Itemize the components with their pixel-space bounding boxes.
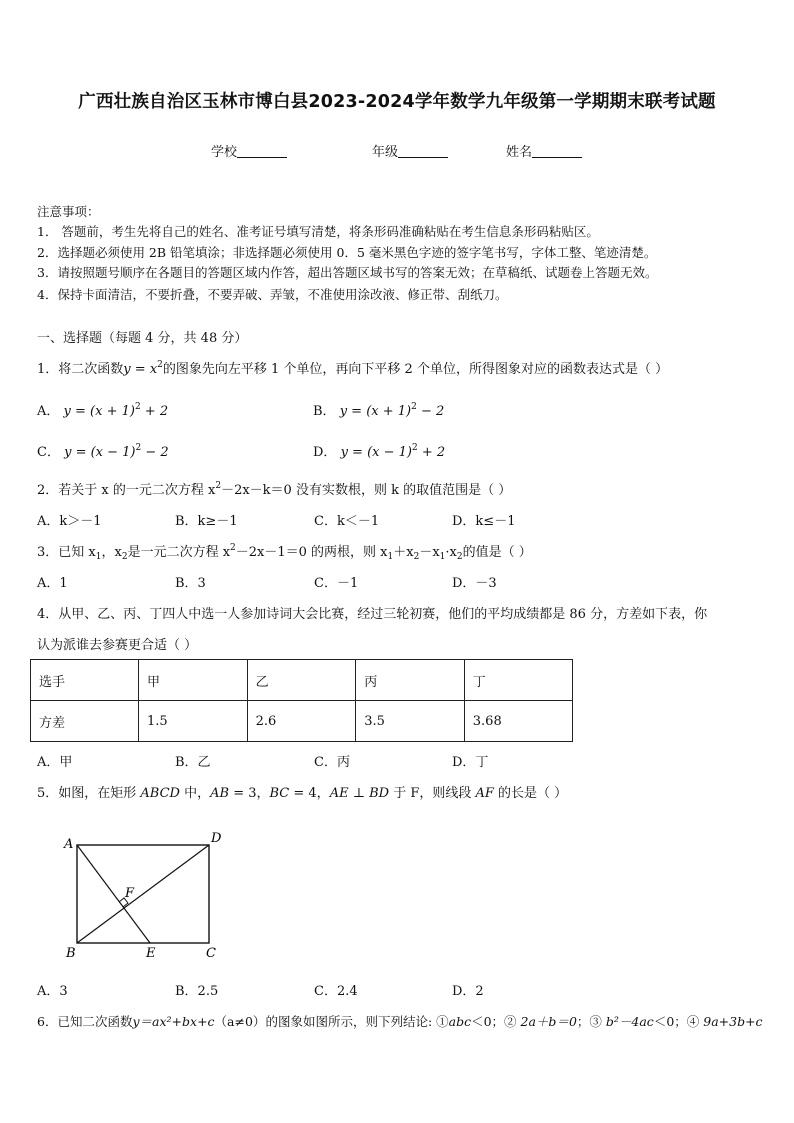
q6-t: ；③ xyxy=(576,1014,606,1029)
option-label: A． xyxy=(37,404,60,419)
option-expr: y = (x + 1) xyxy=(63,404,135,419)
q5-t: = 3， xyxy=(229,786,270,801)
q5-t: 中， xyxy=(179,786,211,801)
q2-sup: 2 xyxy=(215,481,222,491)
q3-sub: 1 xyxy=(387,552,394,562)
option-label: B． xyxy=(313,404,336,419)
q3-sub: 1 xyxy=(95,552,102,562)
notes-heading: 注意事项： xyxy=(37,204,100,219)
table-cell: 选手 xyxy=(31,660,139,701)
option-expr-tail: − 2 xyxy=(141,445,169,460)
q2-option-d[interactable]: D．k≤－1 xyxy=(452,514,516,529)
table-cell: 甲 xyxy=(139,660,248,701)
option-label: D． xyxy=(313,445,337,460)
option-sup: 2 xyxy=(135,443,142,453)
note-item-1: 1． 答题前，考生先将自己的姓名、准考证号填写清楚，将条形码准确粘贴在考生信息条形码粘贴区。 xyxy=(37,224,599,239)
question-3 xyxy=(37,541,532,562)
section-heading: 一、选择题（每题 4 分，共 48 分） xyxy=(37,331,248,346)
q4-option-c[interactable]: C．丙 xyxy=(314,755,350,770)
q1-option-d[interactable] xyxy=(313,441,445,460)
label-f: F xyxy=(125,886,135,901)
question-5 xyxy=(37,782,567,801)
option-expr: y = (x − 1) xyxy=(340,445,412,460)
q3-sub: 2 xyxy=(413,552,420,562)
q5-m: ABCD xyxy=(140,786,180,801)
question-1 xyxy=(37,358,668,377)
q2-option-b[interactable]: B．k≥－1 xyxy=(175,514,238,529)
table-row xyxy=(31,660,573,701)
note-item-3: 3．请按照题号顺序在各题目的答题区域内作答，超出答题区域书写的答案无效；在草稿纸、试题卷上答题无效。 xyxy=(37,265,658,280)
table-cell: 丙 xyxy=(356,660,465,701)
variance-table xyxy=(30,659,573,742)
table-cell: 乙 xyxy=(247,660,356,701)
q6-t: （a≠0） xyxy=(214,1014,266,1029)
q2-text-a: 2．若关于 x 的一元二次方程 x xyxy=(37,483,216,498)
option-expr-tail: + 2 xyxy=(140,404,169,419)
option-sup: 2 xyxy=(411,443,418,453)
q5-m: AF xyxy=(475,786,494,801)
q3-sub: 2 xyxy=(121,552,128,562)
q3-t: ，x xyxy=(101,545,122,560)
q5-option-c[interactable]: C．2.4 xyxy=(314,984,358,999)
q4-option-a[interactable]: A．甲 xyxy=(37,755,73,770)
question-4-line-2: 认为派谁去参赛更合适（ ） xyxy=(37,638,198,653)
q3-sup: 2 xyxy=(230,543,236,553)
q1-eq: = xyxy=(130,362,150,377)
option-expr: y = (x − 1) xyxy=(64,445,136,460)
table-cell: 2.6 xyxy=(247,701,356,742)
school-blank[interactable] xyxy=(237,145,287,158)
q1-y: y xyxy=(123,362,131,377)
q3-t: 是一元二次方程 x xyxy=(127,545,231,560)
school-field[interactable] xyxy=(211,141,287,160)
name-blank[interactable] xyxy=(532,145,582,158)
q6-t: 6．已知二次函数 xyxy=(37,1014,133,1029)
note-item-2: 2．选择题必须使用 2B 铅笔填涂；非选择题必须使用 0．5 毫米黑色字迹的签字笔书写，字体工整、笔迹清楚。 xyxy=(37,245,657,260)
grade-blank[interactable] xyxy=(398,145,448,158)
q6-m: 9a+3b+c xyxy=(703,1014,763,1029)
table-row xyxy=(31,701,573,742)
segment-ae xyxy=(77,845,150,943)
q5-option-b[interactable]: B．2.5 xyxy=(175,984,219,999)
q1-option-b[interactable] xyxy=(313,400,444,419)
grade-field[interactable] xyxy=(372,141,448,160)
q5-t: 于 F，则线段 xyxy=(389,786,476,801)
table-cell: 3.5 xyxy=(356,701,465,742)
q1-pre: 1．将二次函数 xyxy=(37,362,124,377)
option-sup: 2 xyxy=(134,402,141,412)
q5-t: ⊥ xyxy=(348,786,370,801)
label-b: B xyxy=(66,946,76,961)
q6-m: b²－4ac xyxy=(605,1014,654,1029)
q1-x: x xyxy=(149,362,158,377)
q3-option-c[interactable]: C．－1 xyxy=(314,576,359,591)
q3-option-a[interactable]: A．1 xyxy=(37,576,68,591)
q6-m: y＝ax²+bx+c xyxy=(132,1014,215,1029)
q5-m: AE xyxy=(329,786,349,801)
q6-t: 的图象如图所示，则下列结论: ① xyxy=(265,1014,449,1029)
q3-t: －x xyxy=(419,545,440,560)
option-expr-tail: + 2 xyxy=(417,445,446,460)
name-label: 姓名 xyxy=(506,145,533,160)
table-cell: 丁 xyxy=(464,660,573,701)
page-title: 广西壮族自治区玉林市博白县2023-2024学年数学九年级第一学期期末联考试题 xyxy=(78,92,716,112)
q3-t: －2x－1＝0 的两根，则 x xyxy=(235,545,388,560)
table-cell: 方差 xyxy=(31,701,139,742)
question-4-line-1: 4．从甲、乙、丙、丁四人中选一人参加诗词大会比赛，经过三轮初赛，他们的平均成绩都是 86 分，方差如下表，你 xyxy=(37,607,708,622)
q6-m: abc xyxy=(448,1014,472,1029)
q6-t: ＜0；④ xyxy=(653,1014,704,1029)
q3-t: ·x xyxy=(445,545,457,560)
name-field[interactable] xyxy=(506,141,582,160)
q5-m: BD xyxy=(369,786,390,801)
q5-option-a[interactable]: A．3 xyxy=(37,984,68,999)
option-sup: 2 xyxy=(411,402,417,412)
label-e: E xyxy=(146,946,156,961)
q4-option-d[interactable]: D．丁 xyxy=(452,755,489,770)
q3-t: 的值是（ ） xyxy=(462,545,532,560)
q3-sub: 1 xyxy=(439,552,446,562)
q5-t: = 4， xyxy=(289,786,330,801)
note-item-4: 4．保持卡面清洁，不要折叠，不要弄破、弄皱，不准使用涂改液、修正带、刮纸刀。 xyxy=(37,287,508,302)
question-6 xyxy=(37,1012,763,1030)
option-expr-tail: − 2 xyxy=(416,404,445,419)
diagonal-bd xyxy=(77,845,209,943)
q6-t: ＜0；② xyxy=(471,1014,521,1029)
q6-m: 2a＋b＝0 xyxy=(520,1014,577,1029)
school-label: 学校 xyxy=(211,145,238,160)
q1-sup: 2 xyxy=(157,360,163,370)
q3-option-d[interactable]: D．－3 xyxy=(452,576,497,591)
option-expr: y = (x + 1) xyxy=(339,404,412,419)
q3-sub: 2 xyxy=(456,552,463,562)
q5-t: 的长是（ ） xyxy=(493,786,568,801)
q5-t: 5．如图，在矩形 xyxy=(37,786,141,801)
q4-option-b[interactable]: B．乙 xyxy=(175,755,211,770)
q3-t: 3．已知 x xyxy=(37,545,96,560)
option-label: C． xyxy=(37,445,60,460)
grade-label: 年级 xyxy=(372,145,399,160)
table-cell: 1.5 xyxy=(139,701,248,742)
q5-option-d[interactable]: D．2 xyxy=(452,984,484,999)
q5-m: BC xyxy=(269,786,290,801)
q3-t: ＋x xyxy=(393,545,414,560)
q2-option-c[interactable]: C．k＜－1 xyxy=(314,514,380,529)
q5-m: AB xyxy=(210,786,230,801)
label-d: D xyxy=(211,831,222,846)
label-c: C xyxy=(206,946,216,961)
q2-option-a[interactable]: A．k＞－1 xyxy=(37,514,102,529)
q1-option-c[interactable] xyxy=(37,441,169,460)
question-2 xyxy=(37,479,511,498)
rectangle-figure xyxy=(60,828,230,963)
q3-option-b[interactable]: B．3 xyxy=(175,576,206,591)
q1-post: 的图象先向左平移 1 个单位，再向下平移 2 个单位，所得图象对应的函数表达式是（ ） xyxy=(162,362,669,377)
q1-option-a[interactable] xyxy=(37,400,168,419)
q2-text-b: －2x－k＝0 没有实数根，则 k 的取值范围是（ ） xyxy=(221,483,512,498)
table-cell: 3.68 xyxy=(464,701,573,742)
label-a: A xyxy=(64,837,74,852)
